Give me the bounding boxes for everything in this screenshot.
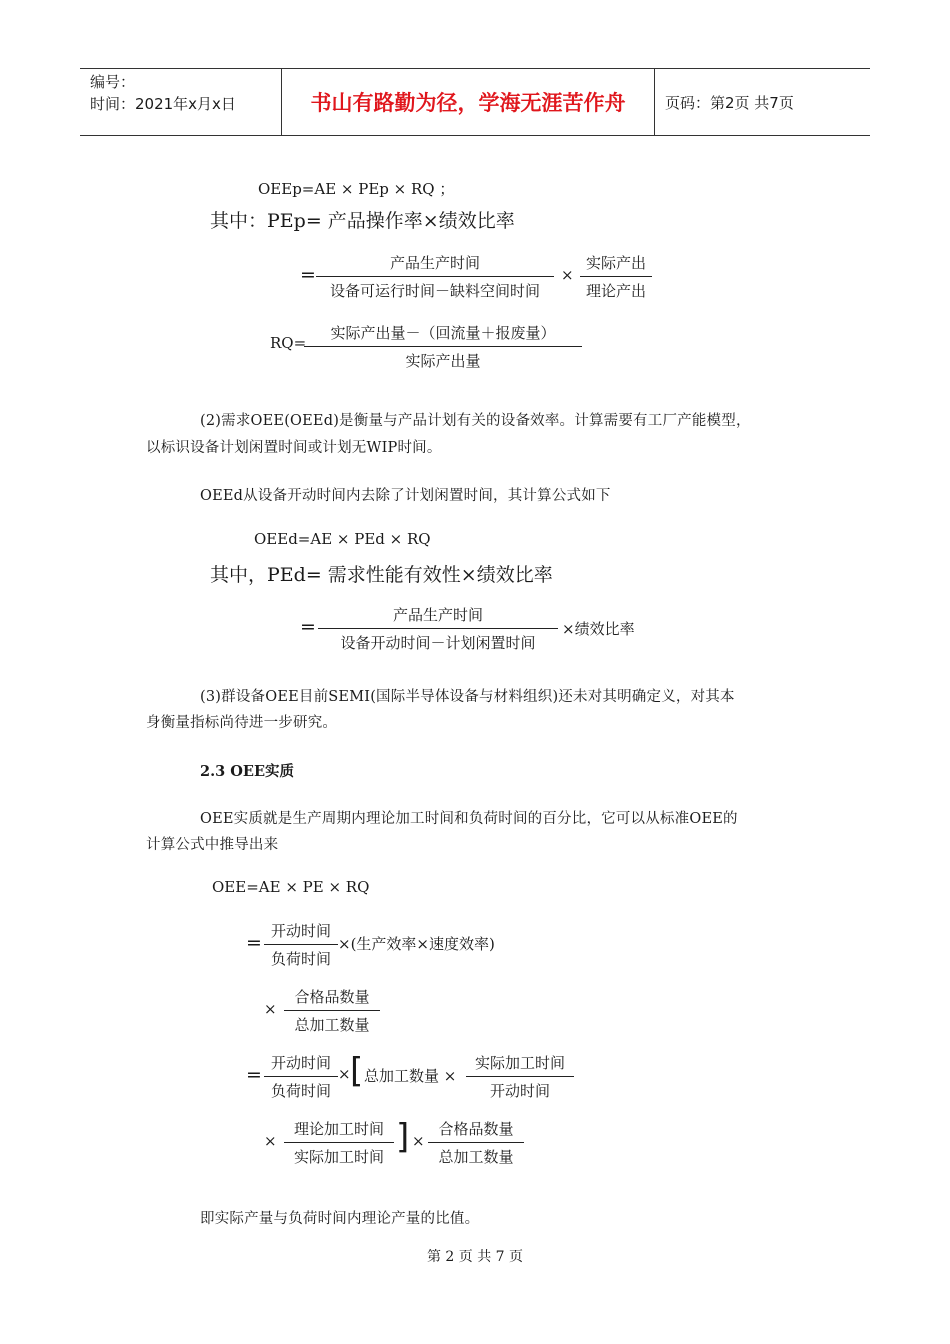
page-footer: 第 2 页 共 7 页 — [426, 1249, 524, 1265]
fraction-denominator: 开动时间 — [489, 1082, 550, 1100]
fraction-denominator: 理论产出 — [585, 282, 646, 300]
formula-oeed: OEEd=AE × PEd × RQ — [254, 530, 431, 548]
formula-oeep-where: 其中：PEp= 产品操作率×绩效比率 — [210, 210, 515, 232]
fraction-quality-2 — [428, 1118, 524, 1167]
header-motto: 书山有路勤为径，学海无涯苦作舟 — [282, 69, 655, 135]
header-number-label: 编号： — [90, 73, 136, 91]
equals-sign: = — [300, 616, 316, 638]
times-sign: × — [264, 1000, 277, 1018]
formula-oeed-where: 其中，PEd= 需求性能有效性×绩效比率 — [210, 564, 553, 586]
fraction-numerator: 开动时间 — [270, 1054, 331, 1072]
fraction-denominator: 实际产出量 — [405, 352, 481, 370]
header-time: 时间：2021年x月x日 — [90, 95, 236, 113]
fraction-denominator: 设备可运行时间－缺料空间时间 — [329, 282, 540, 300]
fraction-ped-time — [318, 604, 558, 653]
formula-f1-tail: ×(生产效率×速度效率) — [338, 935, 495, 953]
fraction-numerator: 实际产出量－（回流量＋报废量） — [330, 324, 556, 342]
formula-f3-mid: 总加工数量 × — [364, 1067, 457, 1085]
paragraph-2-line2: 以标识设备计划闲置时间或计划无WIP时间。 — [146, 440, 442, 456]
fraction-denominator: 总加工数量 — [294, 1016, 370, 1034]
fraction-denominator: 负荷时间 — [270, 1082, 331, 1100]
fraction-numerator: 合格品数量 — [438, 1120, 514, 1138]
times-sign: × — [412, 1132, 425, 1150]
equals-sign: = — [246, 932, 262, 954]
paragraph-oeed: OEEd从设备开动时间内去除了计划闲置时间，其计算公式如下 — [200, 488, 611, 504]
fraction-numerator: 开动时间 — [270, 922, 331, 940]
fraction-denominator: 设备开动时间－计划闲置时间 — [340, 634, 536, 652]
fraction-numerator: 合格品数量 — [294, 988, 370, 1006]
header-page-info: 页码：第2页 共7页 — [665, 93, 794, 112]
fraction-rq — [304, 322, 582, 371]
formula-oeep: OEEp=AE × PEp × RQ ； — [258, 180, 455, 198]
fraction-denominator: 总加工数量 — [438, 1148, 514, 1166]
times-sign: × — [561, 266, 574, 284]
fraction-numerator: 产品生产时间 — [389, 254, 480, 272]
fraction-pep-time — [316, 252, 554, 301]
header-meta — [80, 69, 282, 135]
formula-ped-tail: ×绩效比率 — [562, 620, 635, 638]
fraction-numerator: 理论加工时间 — [293, 1120, 384, 1138]
paragraph-2-line1: (2)需求OEE(OEEd)是衡量与产品计划有关的设备效率。计算需要有工厂产能模型， — [200, 413, 751, 429]
formula-oee: OEE=AE × PE × RQ — [212, 878, 370, 896]
fraction-actual-uptime — [466, 1052, 574, 1101]
paragraph-conclusion: 即实际产量与负荷时间内理论产量的比值。 — [200, 1211, 480, 1227]
paragraph-3-line1: (3)群设备OEE目前SEMI(国际半导体设备与材料组织)还未对其明确定义，对其本 — [200, 689, 735, 705]
fraction-denominator: 实际加工时间 — [293, 1148, 384, 1166]
fraction-numerator: 产品生产时间 — [392, 606, 483, 624]
right-bracket: ] — [396, 1117, 410, 1157]
fraction-quality — [284, 986, 380, 1035]
fraction-numerator: 实际产出 — [585, 254, 646, 272]
fraction-uptime-load — [264, 920, 338, 969]
fraction-numerator: 实际加工时间 — [474, 1054, 565, 1072]
times-sign: × — [338, 1065, 351, 1083]
paragraph-3-line2: 身衡量指标尚待进一步研究。 — [146, 715, 338, 731]
fraction-denominator: 负荷时间 — [270, 950, 331, 968]
page-header — [80, 68, 870, 136]
rq-label: RQ= — [270, 334, 307, 352]
fraction-output — [580, 252, 652, 301]
fraction-theory-actual — [284, 1118, 394, 1167]
fraction-uptime-load-2 — [264, 1052, 338, 1101]
paragraph-essence-line1: OEE实质就是生产周期内理论加工时间和负荷时间的百分比，它可以从标准OEE的 — [200, 811, 738, 827]
times-sign: × — [264, 1132, 277, 1150]
equals-sign: = — [246, 1064, 262, 1086]
left-bracket: [ — [350, 1051, 364, 1091]
equals-sign: = — [300, 264, 316, 286]
section-title: 2.3 OEE实质 — [200, 763, 295, 780]
paragraph-essence-line2: 计算公式中推导出来 — [146, 837, 279, 853]
